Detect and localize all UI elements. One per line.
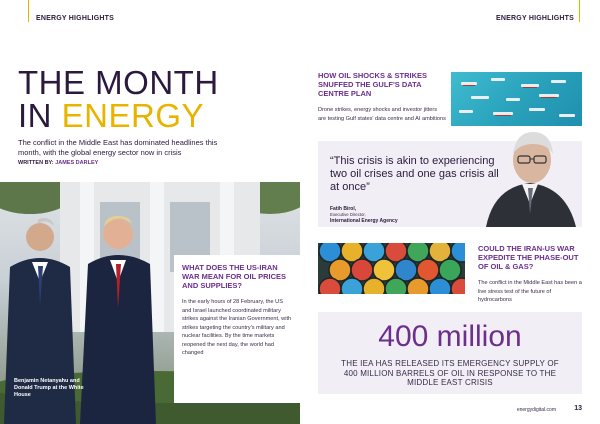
footer-url-link[interactable]: energydigital.com	[516, 407, 556, 413]
section-label-left: ENERGY HIGHLIGHTS	[36, 15, 114, 22]
title-line-2-prefix: IN	[18, 97, 62, 134]
portrait-illustration	[476, 128, 586, 227]
quote-attribution-name: Fatih Birol,	[330, 206, 357, 212]
story-phase-out[interactable]	[478, 244, 584, 305]
byline	[18, 160, 98, 166]
feature-card[interactable]	[174, 255, 300, 403]
story-phase-out-body: The conflict in the Middle East has been a live stress test of the future of hydrocarbons	[478, 280, 582, 303]
quote-attribution-role: Executive Director,	[330, 212, 366, 217]
feature-title[interactable]: WHAT DOES THE US-IRAN WAR MEAN FOR OIL PRICES AND SUPPLIES?	[182, 263, 287, 290]
barrels-illustration	[318, 243, 465, 294]
photo-caption: Benjamin Netanyahu and Donald Trump at the White House	[14, 378, 84, 398]
feature-body: In the early hours of 28 February, the US and Israel launched coordinated military strikes against the Iranian Government, with strikes targeting the country's military and nuclear facilities. By the time markets reopened the next day, the world had changed	[182, 299, 292, 356]
tanker-ships-photo	[451, 72, 582, 126]
title-line-1: THE MONTH	[18, 64, 219, 101]
top-left-rule	[28, 0, 29, 22]
page-number: 13	[574, 405, 582, 412]
story-data-centre-title[interactable]: HOW OIL SHOCKS & STRIKES SNUFFED THE GULF'S DATA CENTRE PLAN	[318, 71, 428, 98]
standfirst: The conflict in the Middle East has dominated headlines this month, with the global energy sector now in crisis	[18, 138, 218, 157]
oil-barrels-photo	[318, 243, 465, 294]
stat-value: 400 million	[378, 320, 522, 353]
page-title	[18, 66, 219, 132]
author-name-link[interactable]: JAMES DARLEY	[55, 160, 99, 166]
quote-attribution-org: International Energy Agency	[330, 218, 398, 224]
section-label-right: ENERGY HIGHLIGHTS	[496, 15, 574, 22]
ships-illustration	[451, 72, 582, 126]
story-data-centre-body: Drone strikes, energy shocks and investor jitters are testing Gulf states' data centre and AI ambitions	[318, 107, 446, 122]
byline-label: WRITTEN BY:	[18, 160, 54, 166]
stat-description: THE IEA HAS RELEASED ITS EMERGENCY SUPPLY OF 400 MILLION BARRELS OF OIL IN RESPONSE TO THE MIDDLE EAST CRISIS	[341, 359, 559, 387]
speaker-portrait	[476, 128, 586, 227]
top-right-rule	[579, 0, 580, 22]
story-phase-out-title[interactable]: COULD THE IRAN-US WAR EXPEDITE THE PHASE-OUT OF OIL & GAS?	[478, 244, 579, 271]
pull-quote-text: “This crisis is akin to experiencing two oil crises and one gas crisis all at once”	[330, 155, 499, 193]
title-line-2-accent: ENERGY	[61, 97, 205, 134]
story-data-centre[interactable]	[318, 71, 446, 123]
stat-panel	[318, 312, 582, 394]
